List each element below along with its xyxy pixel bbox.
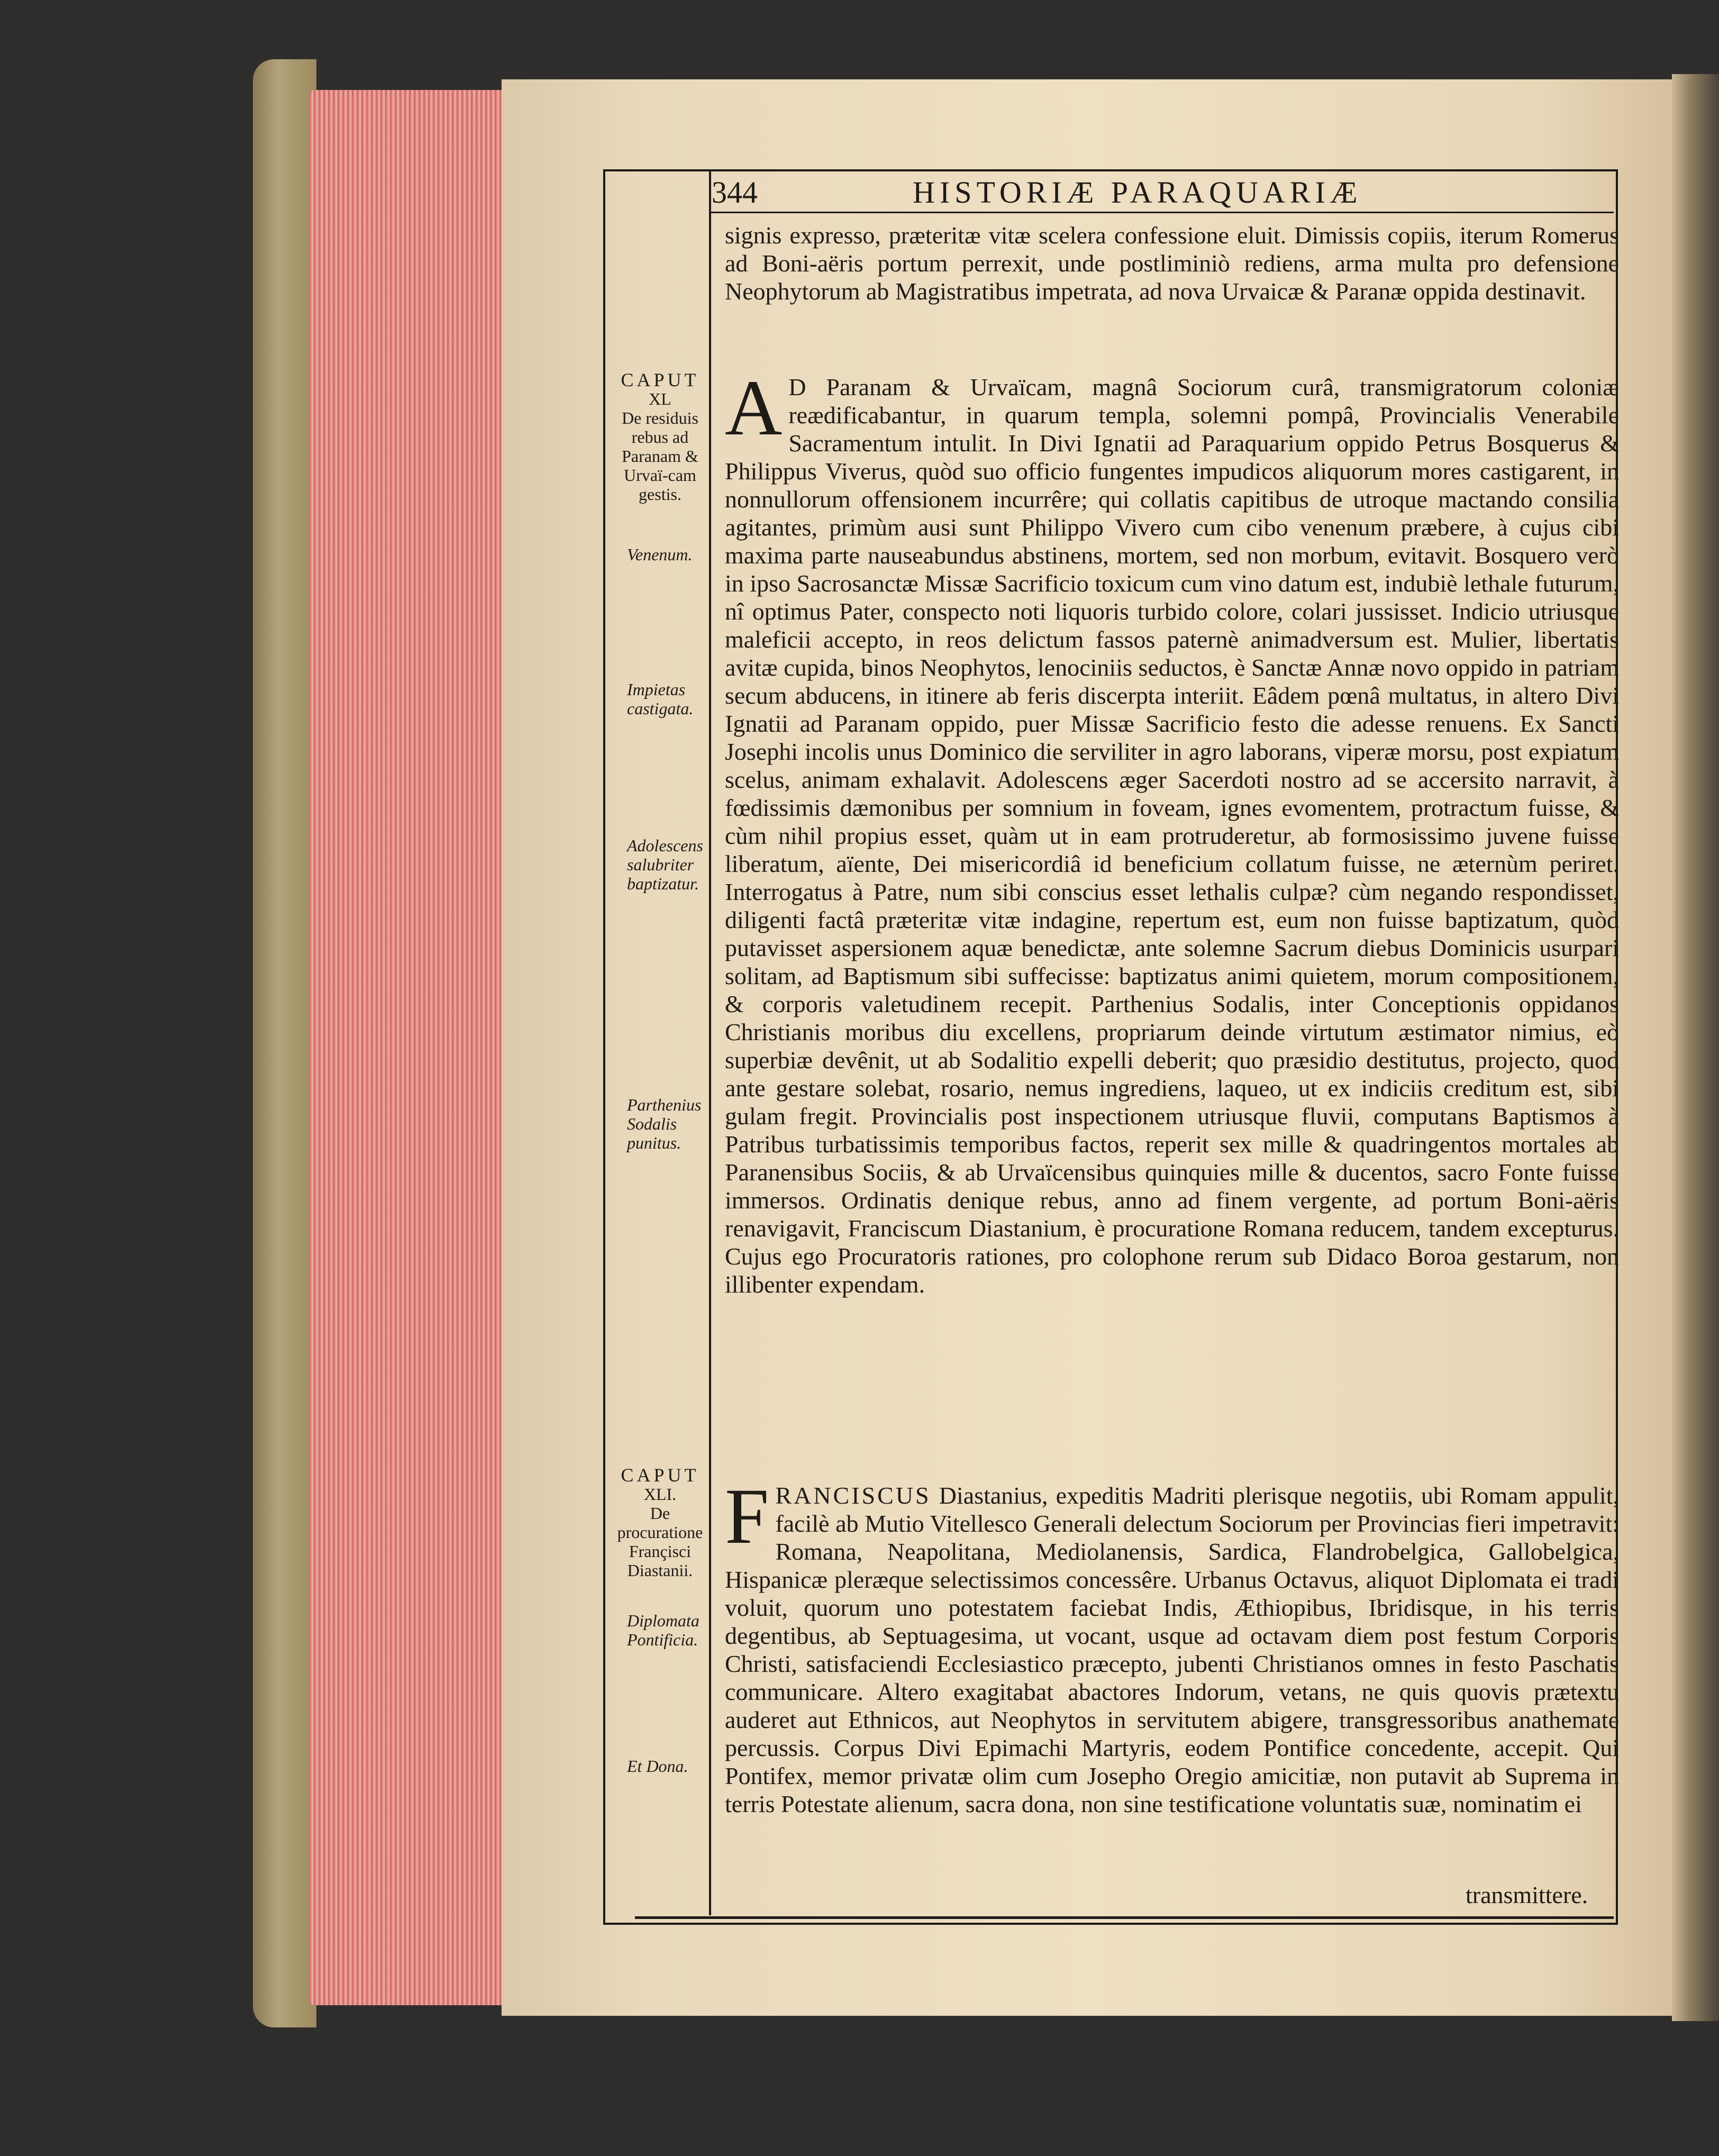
paragraph-2-body: D Paranam & Urvaïcam, magnâ Sociorum curâ, transmigratorum coloniæ reædificabantur, in quarum templa, solemni pompâ, Provincialis Venerabile Sacramentum intulit. In Divi Ignatii ad Paraquarium oppido Petrus Bosquerus & Philippus Viverus, quòd suo officio fungentes impudicos aliquorum mores castigarent, in nonnullorum offensionem incurrêre; qui collatis capitibus de utroque mactando consilia agitantes, primùm ausi sunt Philippo Vivero cum cibo venenum præbere, à cujus cibi maxima parte nauseabundus abstinens, mortem, sed non morbum, evitavit. Bosquero verò in ipso Sacrosanctæ Missæ Sacrificio toxicum cum vino datum est, indubiè lethale futurum, nî optimus Pater, conspecto noti liquoris turbido colore, colari jussisset. Indicio utriusque maleficii accepto, in reos delictum fassos paternè animadversum est. Mulier, libertatis avitæ cupida, binos Neophytos, lenociniis seductos, è Sanctæ Annæ novo oppido in patriam secum abducens, in itinere ab feris discerpta interiit. Eâdem pœnâ multatus, in altero Divi Ignatii ad Paranam oppido, puer Missæ Sacrificio festo die adesse renuens. Ex Sancti Josephi incolis unus Dominico die serviliter in agro laborans, viperæ morsu, post expiatum scelus, animam exhalavit. Adolescens æger Sacerdoti nostro ad se accersito narravit, à fœdissimis dæmonibus per somnium in foveam, ignes evomentem, protractum fuisse, & cùm nihil propius esset, quàm ut in eam protruderetur, ab formosissimo juvene fuisse liberatum, aïente, Dei misericordiâ id beneficium collatum fuisse, ne æternùm periret. Interrogatus à Patre, num sibi conscius esset lethalis culpæ? cùm negando respondisset, diligenti factâ præteritæ vitæ indagine, repertum est, eum non fuisse baptizatum, quòd putavisset aspersionem aquæ benedictæ, ante solemne Sacrum diebus Dominicis usurpari solitam, ad Baptismum sibi suffecisse: baptizatus animi quietem, morum compositionem, & corporis valetudinem recepit. Parthenius Sodalis, inter Conceptionis oppidanos Christianis moribus diu excellens, propriarum deinde virtutum æstimator nimius, eò superbiæ devênit, ut ab Sodalitio expelli deberit; quo præsidio destitutus, projecto, quod ante gestare solebat, rosario, nemus ingrediens, laqueo, ut ex indiciis creditum est, sibi gulam fregit. Provincialis post inspectionem utriusque fluvii, computans Baptismos à Patribus turbatissimis temporibus factos, reperit sex mille & quadringentos mortales ab Paranensibus Sociis, & ab Urvaïcensibus quinquies mille & ducentos, sacro Fonte fuisse immersos. Ordinatis denique rebus, anno ad finem vergente, ad portum Boni-aëris renavigavit, Franciscum Diastanium, è procuratione Romana reducem, tandem excepturus. Cujus ego Procuratoris rationes, pro colophone rerum sub Didaco Boroa gestarum, non illibenter expendam. [725, 374, 1619, 1298]
paragraph-3 [725, 1472, 1619, 1818]
margin-caput-xl [614, 370, 706, 504]
paragraph-3-lead: RANCISCUS [775, 1482, 931, 1509]
page-number: 344 [712, 175, 758, 210]
margin-note-parthenius: Parthenius Sodalis punitus. [627, 1095, 702, 1152]
bottom-rule [635, 1916, 1614, 1919]
caput-number: XL [649, 389, 671, 408]
drop-cap-f: F [725, 1472, 769, 1560]
caput-summary: De procuratione Françisci Diastanii. [617, 1504, 703, 1580]
margin-note-adolescens: Adolescens salubriter baptizatur. [627, 836, 703, 893]
margin-note-diplomata: Diplomata Pontificia. [627, 1611, 699, 1649]
book-cover-edge [253, 59, 316, 2027]
margin-note-venenum: Venenum. [627, 545, 693, 564]
catchword: transmittere. [1466, 1881, 1588, 1908]
margin-note-impietas: Impietas castigata. [627, 680, 694, 718]
margin-rule [709, 169, 711, 1915]
caput-label: CAPUT [621, 369, 699, 390]
caput-label: CAPUT [621, 1464, 699, 1486]
book-gutter [1672, 74, 1719, 2021]
header-rule [710, 212, 1614, 213]
page-edges-red [310, 90, 505, 2005]
margin-caput-xli [614, 1466, 706, 1580]
caput-number: XLI. [643, 1485, 677, 1504]
running-title: HISTORIÆ PARAQUARIÆ [913, 175, 1362, 210]
running-header [712, 172, 1611, 212]
paragraph-1: signis expresso, præteritæ vitæ scelera confessione eluit. Dimissis copiis, iterum Romerus ad Boni-aëris portum perrexit, unde postliminiò rediens, arma multa pro defensione Neophytorum ab Magistratibus impetrata, ad nova Urvaicæ & Paranæ oppida destinavit. [725, 222, 1619, 305]
caput-summary: De residuis rebus ad Paranam & Urvaï-cam gestis. [622, 408, 698, 504]
paragraph-2 [725, 364, 1619, 1298]
paragraph-3-body: Diastanius, expeditis Madriti plerisque negotiis, ubi Romam appulit, facilè ab Mutio Vitellesco Generali delectum Sociorum per Provincias fieri impetravit: Romana, Neapolitana, Mediolanensis, Sardica, Flandrobelgica, Gallobelgica, Hispanicæ pleræque selectissimos concessêre. Urbanus Octavus, aliquot Diplomata ei tradi voluit, quorum uno potestatem faciebat Indis, Æthiopibus, Ibridisque, in his terris degentibus, ab Septuagesima, ut vocant, usque ad octavam diem post festum Corporis Christi, satisfaciendi Ecclesiastico præcepto, jubenti Christianos omnes in festo Paschatis communicare. Altero exagitabat abactores Indorum, vetans, ne quis quovis prætextu auderet aut Ethnicos, aut Neophytos in servitutem abigere, transgressoribus anathemate percussis. Corpus Divi Epimachi Martyris, eodem Pontifice concedente, accepit. Qui Pontifex, memor privatæ olim cum Josepho Oregio amicitiæ, non putavit ab Suprema in terris Potestate alienum, sacra dona, non sine testificatione voluntatis suæ, nominatim ei [725, 1482, 1619, 1817]
drop-cap-a: A [725, 364, 783, 452]
margin-note-dona: Et Dona. [627, 1757, 688, 1776]
